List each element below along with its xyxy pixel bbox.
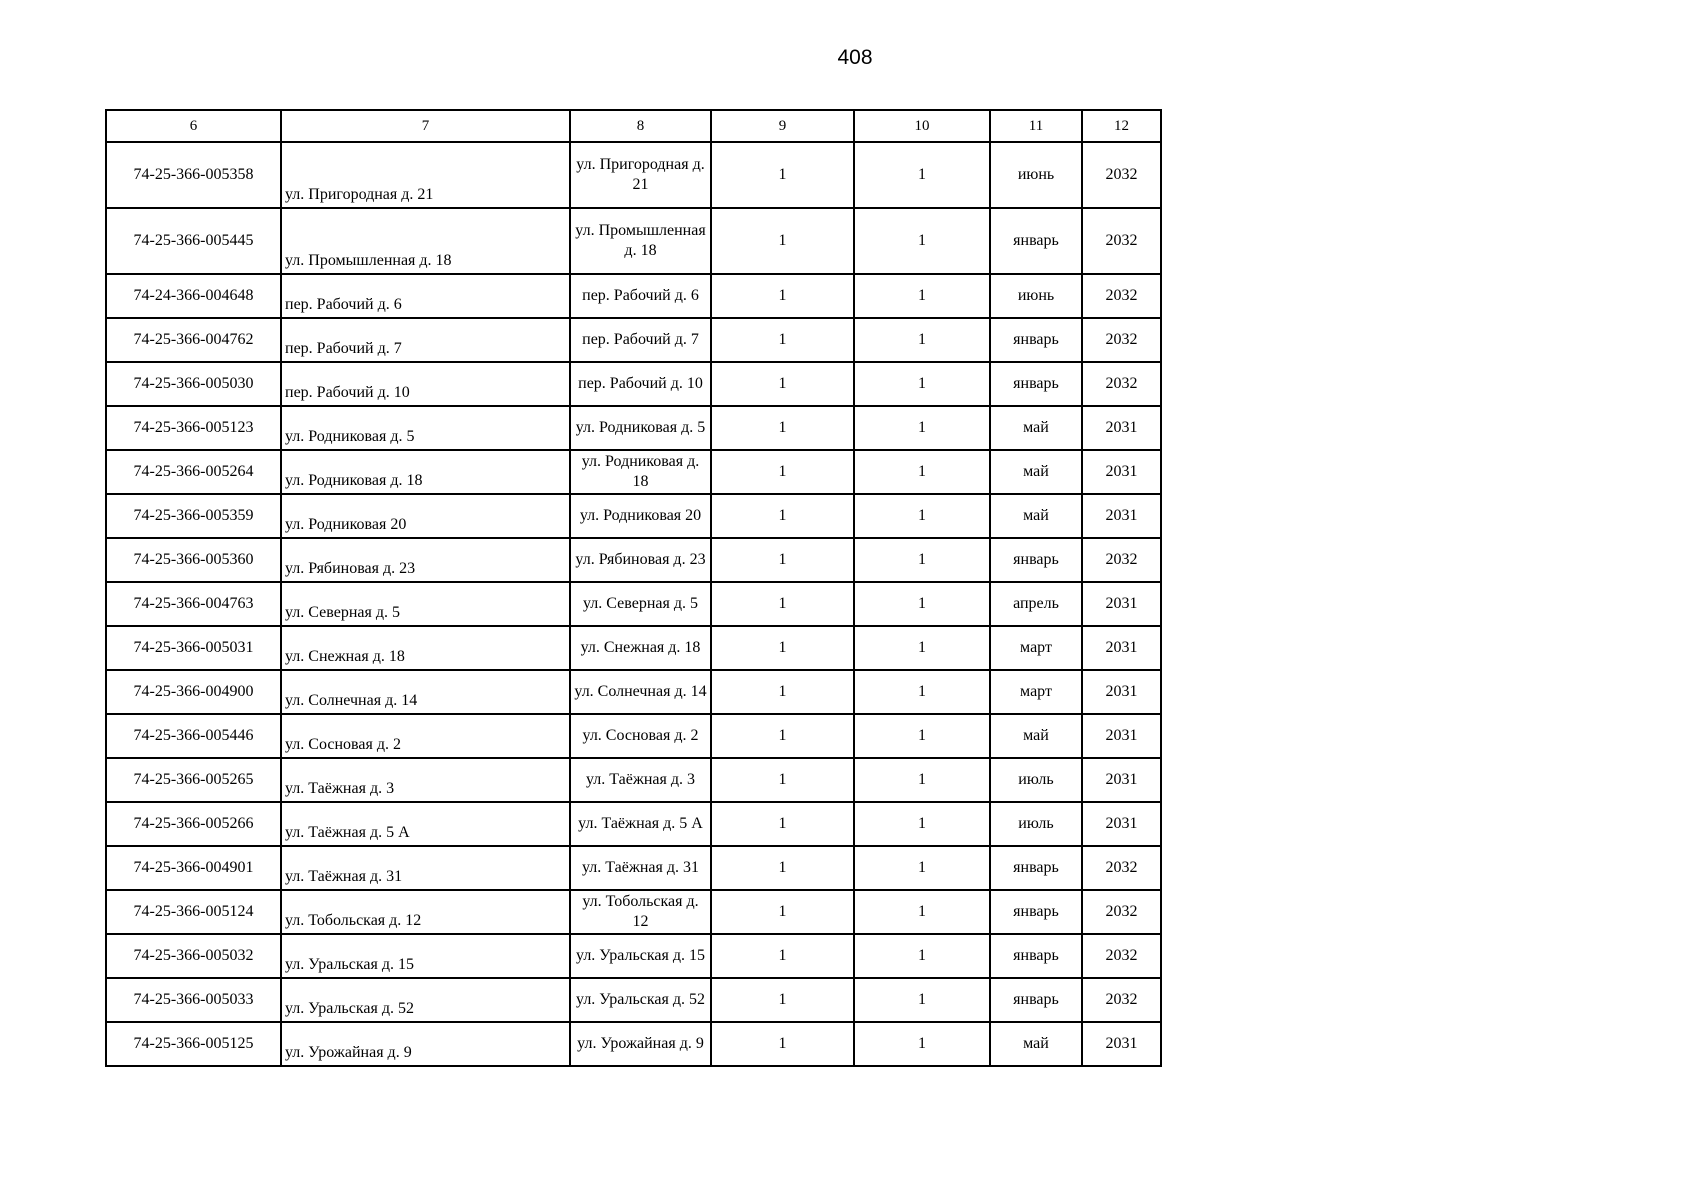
cell-year: 2032 [1082,142,1161,208]
cell-col9: 1 [711,802,854,846]
header-cell-11: 11 [990,110,1082,142]
cell-address: пер. Рабочий д. 7 [281,318,570,362]
cell-year: 2032 [1082,890,1161,934]
cell-year: 2032 [1082,538,1161,582]
cell-address-short: ул. Рябиновая д. 23 [570,538,711,582]
cell-month: январь [990,978,1082,1022]
cell-col10: 1 [854,978,990,1022]
cell-month: июль [990,802,1082,846]
cell-code: 74-25-366-005446 [106,714,281,758]
table-row [106,846,1161,890]
cell-address: ул. Родниковая 20 [281,494,570,538]
table-row [106,208,1161,274]
cell-col9: 1 [711,494,854,538]
cell-year: 2031 [1082,670,1161,714]
cell-address: ул. Северная д. 5 [281,582,570,626]
cell-col9: 1 [711,318,854,362]
cell-address-short: пер. Рабочий д. 7 [570,318,711,362]
table-row [106,934,1161,978]
cell-code: 74-25-366-005033 [106,978,281,1022]
cell-address-short: ул. Уральская д. 52 [570,978,711,1022]
cell-year: 2032 [1082,208,1161,274]
page-number: 408 [837,46,873,69]
cell-col10: 1 [854,274,990,318]
cell-address: ул. Промышленная д. 18 [281,208,570,274]
cell-code: 74-25-366-005445 [106,208,281,274]
cell-address-short: ул. Таёжная д. 31 [570,846,711,890]
table-row [106,978,1161,1022]
table-row [106,274,1161,318]
table-row [106,538,1161,582]
cell-address: ул. Снежная д. 18 [281,626,570,670]
cell-year: 2032 [1082,274,1161,318]
cell-month: июнь [990,274,1082,318]
cell-address-short: ул. Промышленная д. 18 [570,208,711,274]
cell-address-short: ул. Уральская д. 15 [570,934,711,978]
cell-year: 2032 [1082,934,1161,978]
cell-col9: 1 [711,714,854,758]
cell-year: 2031 [1082,714,1161,758]
cell-address-short: ул. Солнечная д. 14 [570,670,711,714]
cell-address-short: пер. Рабочий д. 6 [570,274,711,318]
cell-col10: 1 [854,582,990,626]
cell-col9: 1 [711,670,854,714]
cell-address-short: ул. Родниковая д. 18 [570,450,711,494]
cell-year: 2032 [1082,362,1161,406]
cell-address-short: ул. Таёжная д. 3 [570,758,711,802]
cell-col9: 1 [711,450,854,494]
cell-year: 2031 [1082,582,1161,626]
cell-month: январь [990,318,1082,362]
header-cell-8: 8 [570,110,711,142]
cell-address: ул. Родниковая д. 18 [281,450,570,494]
cell-col9: 1 [711,208,854,274]
cell-month: июль [990,758,1082,802]
cell-code: 74-25-366-005125 [106,1022,281,1066]
cell-col10: 1 [854,846,990,890]
cell-col10: 1 [854,1022,990,1066]
cell-col10: 1 [854,494,990,538]
cell-code: 74-25-366-005031 [106,626,281,670]
cell-col10: 1 [854,934,990,978]
cell-address-short: ул. Сосновая д. 2 [570,714,711,758]
table-row [106,362,1161,406]
cell-address: ул. Рябиновая д. 23 [281,538,570,582]
cell-code: 74-25-366-005264 [106,450,281,494]
cell-col10: 1 [854,758,990,802]
cell-code: 74-25-366-005032 [106,934,281,978]
cell-code: 74-25-366-004900 [106,670,281,714]
cell-address-short: ул. Таёжная д. 5 А [570,802,711,846]
cell-col10: 1 [854,318,990,362]
cell-month: июнь [990,142,1082,208]
cell-col9: 1 [711,362,854,406]
cell-month: январь [990,890,1082,934]
cell-address-short: ул. Урожайная д. 9 [570,1022,711,1066]
cell-col10: 1 [854,208,990,274]
cell-month: январь [990,538,1082,582]
cell-address: пер. Рабочий д. 10 [281,362,570,406]
cell-address-short: ул. Пригородная д. 21 [570,142,711,208]
table-row [106,890,1161,934]
cell-month: май [990,1022,1082,1066]
cell-col9: 1 [711,978,854,1022]
table-row [106,494,1161,538]
table-row [106,714,1161,758]
cell-col10: 1 [854,142,990,208]
cell-col9: 1 [711,538,854,582]
cell-address: ул. Уральская д. 52 [281,978,570,1022]
cell-year: 2032 [1082,978,1161,1022]
cell-code: 74-25-366-005358 [106,142,281,208]
table-row [106,626,1161,670]
cell-year: 2031 [1082,450,1161,494]
cell-year: 2032 [1082,846,1161,890]
cell-address: ул. Сосновая д. 2 [281,714,570,758]
cell-year: 2031 [1082,758,1161,802]
cell-col10: 1 [854,626,990,670]
cell-address: ул. Таёжная д. 31 [281,846,570,890]
cell-code: 74-25-366-004763 [106,582,281,626]
cell-code: 74-25-366-004901 [106,846,281,890]
cell-year: 2031 [1082,802,1161,846]
cell-col9: 1 [711,406,854,450]
cell-address: ул. Тобольская д. 12 [281,890,570,934]
cell-col9: 1 [711,274,854,318]
cell-month: январь [990,934,1082,978]
cell-col9: 1 [711,1022,854,1066]
cell-col9: 1 [711,846,854,890]
cell-code: 74-25-366-005123 [106,406,281,450]
cell-address-short: ул. Родниковая 20 [570,494,711,538]
cell-col9: 1 [711,582,854,626]
cell-code: 74-25-366-005266 [106,802,281,846]
cell-code: 74-24-366-004648 [106,274,281,318]
cell-month: март [990,670,1082,714]
cell-month: апрель [990,582,1082,626]
cell-address: ул. Солнечная д. 14 [281,670,570,714]
header-cell-10: 10 [854,110,990,142]
cell-code: 74-25-366-005265 [106,758,281,802]
table-body [106,142,1161,1066]
data-table [105,109,1162,1067]
cell-month: январь [990,846,1082,890]
cell-code: 74-25-366-004762 [106,318,281,362]
cell-month: март [990,626,1082,670]
cell-month: май [990,494,1082,538]
cell-month: январь [990,208,1082,274]
cell-col10: 1 [854,714,990,758]
table-row [106,1022,1161,1066]
table-row [106,802,1161,846]
table-row [106,670,1161,714]
cell-month: май [990,406,1082,450]
table-row [106,406,1161,450]
cell-address-short: ул. Тобольская д. 12 [570,890,711,934]
cell-col9: 1 [711,758,854,802]
cell-col10: 1 [854,406,990,450]
cell-col10: 1 [854,890,990,934]
cell-year: 2032 [1082,318,1161,362]
table-row [106,318,1161,362]
cell-col10: 1 [854,802,990,846]
cell-col10: 1 [854,362,990,406]
table-row [106,758,1161,802]
cell-address: пер. Рабочий д. 6 [281,274,570,318]
cell-address: ул. Родниковая д. 5 [281,406,570,450]
header-cell-9: 9 [711,110,854,142]
cell-year: 2031 [1082,494,1161,538]
table-row [106,450,1161,494]
cell-year: 2031 [1082,1022,1161,1066]
cell-address: ул. Таёжная д. 5 А [281,802,570,846]
header-cell-7: 7 [281,110,570,142]
cell-code: 74-25-366-005360 [106,538,281,582]
cell-year: 2031 [1082,406,1161,450]
cell-col10: 1 [854,538,990,582]
cell-year: 2031 [1082,626,1161,670]
cell-address: ул. Пригородная д. 21 [281,142,570,208]
header-cell-6: 6 [106,110,281,142]
cell-col9: 1 [711,890,854,934]
cell-code: 74-25-366-005359 [106,494,281,538]
table-row [106,142,1161,208]
cell-col9: 1 [711,934,854,978]
cell-col10: 1 [854,450,990,494]
cell-address: ул. Таёжная д. 3 [281,758,570,802]
cell-address-short: ул. Северная д. 5 [570,582,711,626]
cell-address-short: ул. Снежная д. 18 [570,626,711,670]
header-row [106,110,1161,142]
cell-col9: 1 [711,142,854,208]
cell-address: ул. Урожайная д. 9 [281,1022,570,1066]
cell-month: май [990,450,1082,494]
header-cell-12: 12 [1082,110,1161,142]
cell-address-short: пер. Рабочий д. 10 [570,362,711,406]
cell-col10: 1 [854,670,990,714]
cell-month: январь [990,362,1082,406]
cell-code: 74-25-366-005124 [106,890,281,934]
cell-address-short: ул. Родниковая д. 5 [570,406,711,450]
cell-month: май [990,714,1082,758]
cell-address: ул. Уральская д. 15 [281,934,570,978]
cell-code: 74-25-366-005030 [106,362,281,406]
cell-col9: 1 [711,626,854,670]
table-row [106,582,1161,626]
